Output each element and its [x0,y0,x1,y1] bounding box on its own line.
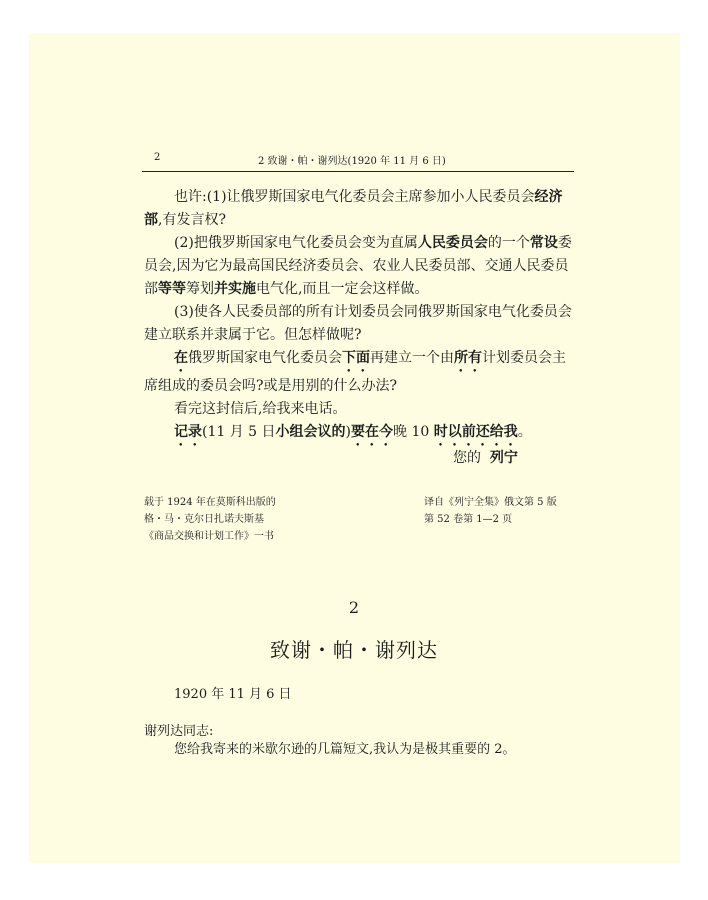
signature [453,447,518,467]
source-note-right [424,494,557,528]
text-run: 再建立一个由 [370,350,454,366]
paragraph-3 [144,301,576,347]
emphasis-dotted-text: 所有 [454,350,482,366]
text-run: 看完这封信后,给我来电话。 [174,401,347,417]
text-run: 筹划 [186,281,214,297]
letter-1-body [144,186,576,449]
salutation: 谢列达同志: [144,724,214,739]
emphasis-dotted-text: 时以前还给我 [433,424,518,440]
source-line: 译自《列宁全集》俄文第 5 版 [424,497,557,508]
running-header [154,150,574,168]
emphasis-dotted-text: 下面 [342,350,370,366]
letter-2-first-line: 您给我寄来的米歇尔逊的几篇短文,我认为是极其重要的 2。 [174,742,516,757]
bold-text: 人民委员会 [417,235,488,251]
text-run: 委员会,因为它为最高国民经济委员会、农业人民委员部、交通人民委员部 [144,235,572,297]
paragraph-1 [144,186,576,232]
text-run: (11 月 5 日 [202,424,276,440]
paragraph-2 [144,232,576,301]
emphasis-dotted-text: 在 [174,350,188,366]
signature-name: 列宁 [489,450,518,466]
source-line: 《商品交换和计划工作》一书 [144,531,274,542]
paragraph-4 [144,347,576,398]
header-rule [142,171,574,172]
bold-text: 小组会议的 [275,424,346,440]
page-number: 2 [154,152,161,163]
text-run: 电气化,而且一定会这样做。 [256,281,429,297]
bold-text: 常设 [529,235,558,251]
bold-text: 并实施 [214,281,256,297]
emphasis-dotted-text: 记录 [174,424,202,440]
text-run: 计划委员会主席组成的委员会吗?或是用别的什么办法? [144,350,566,394]
text-run: 。 [517,424,532,440]
text-run: (3)使各人民委员部的所有计划委员会同俄罗斯国家电气化委员会建立联系并隶属于它。但怎样做呢? [144,304,572,343]
section-number: 2 [348,598,360,617]
bold-text: 等等 [158,281,186,297]
source-line: 第 52 卷第 1—2 页 [424,514,513,525]
source-line: 格・马・克尔日扎诺夫斯基 [144,514,264,525]
text-run: 俄罗斯国家电气化委员会 [188,350,342,366]
section-title: 致谢・帕・谢列达 [270,638,438,662]
signature-prefix: 您的 [453,450,490,466]
text-run: 的一个 [487,235,530,251]
paragraph-6 [144,421,576,449]
text-run: 晚 10 [393,424,434,440]
emphasis-dotted-text: 要在今 [351,424,394,440]
source-line: 载于 1924 年在莫斯科出版的 [144,497,276,508]
letter-date: 1920 年 11 月 6 日 [174,687,292,702]
running-title: 2 致谢・帕・谢列达(1920 年 11 月 6 日) [258,156,446,167]
source-note-left [144,494,276,545]
text-run: ) [345,424,352,440]
text-run: 也许:(1)让俄罗斯国家电气化委员会主席参加小人民委员会 [174,189,535,205]
paragraph-5 [144,398,576,421]
text-run: ,有发言权? [158,212,226,228]
text-run: (2)把俄罗斯国家电气化委员会变为直属 [174,235,418,251]
bold-text: 经济部 [144,189,563,228]
